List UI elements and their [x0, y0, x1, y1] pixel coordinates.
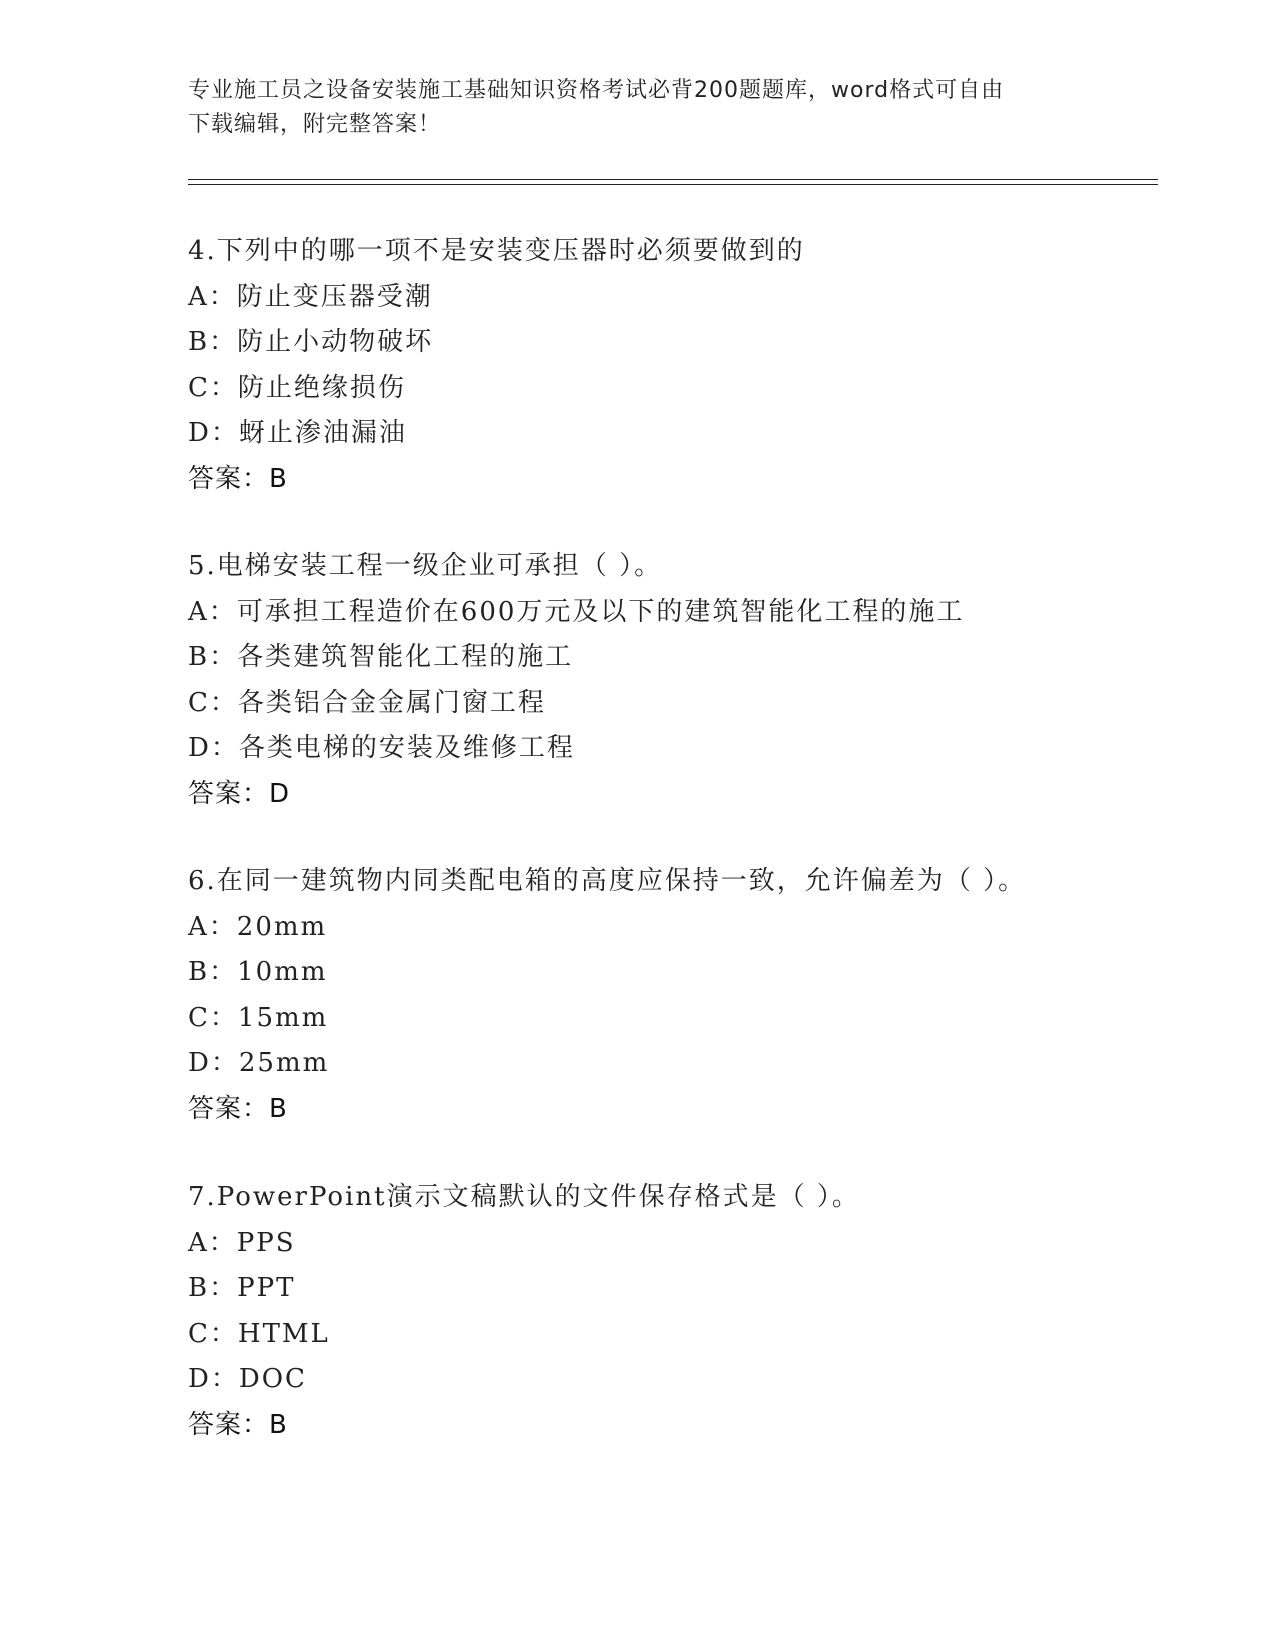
option-text: 各类电梯的安装及维修工程	[238, 733, 575, 763]
option-text: 防止小动物破坏	[237, 327, 434, 357]
option-key: A：	[188, 281, 237, 312]
option-text: 各类铝合金金属门窗工程	[237, 687, 546, 718]
document-header	[188, 74, 1088, 142]
option-key: D：	[188, 1048, 239, 1078]
answer: 答案：B	[188, 1093, 288, 1124]
question-6	[188, 859, 1148, 1132]
answer: 答案：B	[188, 1409, 288, 1440]
option-key: B：	[188, 327, 238, 357]
option-text: HTML	[237, 1318, 330, 1349]
question-title: 6.在同一建筑物内同类配电箱的高度应保持一致，允许偏差为（ ）。	[188, 866, 1027, 896]
option-key: B：	[188, 642, 238, 672]
option-d	[188, 1357, 1148, 1403]
header-divider-bottom	[188, 184, 1158, 185]
option-a	[188, 590, 1148, 636]
option-text: 蚜止渗油漏油	[238, 418, 407, 448]
option-text: 可承担工程造价在600万元及以下的建筑智能化工程的施工	[236, 596, 965, 627]
option-c	[188, 1312, 1148, 1358]
option-key: B：	[188, 1273, 238, 1303]
option-a	[188, 275, 1148, 321]
option-key: B：	[188, 957, 238, 987]
option-text: 10mm	[237, 957, 328, 987]
option-d	[188, 411, 1148, 457]
option-a	[188, 1221, 1148, 1267]
option-d	[188, 1041, 1148, 1087]
answer: 答案：B	[188, 463, 288, 494]
option-a	[188, 905, 1148, 951]
option-b	[188, 635, 1148, 681]
option-key: A：	[188, 911, 237, 942]
question-5	[188, 544, 1148, 817]
option-text: DOC	[238, 1364, 307, 1394]
option-key: D：	[188, 1364, 239, 1394]
option-key: D：	[188, 418, 239, 448]
option-c	[188, 996, 1148, 1042]
option-key: C：	[188, 687, 238, 718]
question-title: 4.下列中的哪一项不是安装变压器时必须要做到的	[188, 236, 805, 266]
header-line-1: 专业施工员之设备安装施工基础知识资格考试必背200题题库，word格式可自由	[188, 78, 1005, 103]
option-key: A：	[188, 596, 237, 627]
answer: 答案：D	[188, 778, 291, 809]
option-c	[188, 366, 1148, 412]
option-text: PPT	[237, 1273, 296, 1303]
option-text: PPS	[236, 1227, 296, 1258]
option-key: C：	[188, 372, 238, 403]
option-text: 20mm	[236, 911, 328, 942]
option-d	[188, 726, 1148, 772]
option-c	[188, 681, 1148, 727]
question-4	[188, 229, 1148, 502]
header-line-2: 下载编辑，附完整答案！	[188, 112, 442, 137]
question-title: 7.PowerPoint演示文稿默认的文件保存格式是（ ）。	[188, 1182, 860, 1212]
option-text: 各类建筑智能化工程的施工	[237, 642, 574, 672]
option-text: 15mm	[237, 1002, 329, 1033]
option-b	[188, 950, 1148, 996]
option-text: 防止变压器受潮	[236, 281, 433, 312]
option-key: D：	[188, 733, 239, 763]
option-key: C：	[188, 1002, 238, 1033]
question-7	[188, 1175, 1148, 1448]
option-key: A：	[188, 1227, 237, 1258]
option-b	[188, 1266, 1148, 1312]
option-text: 25mm	[238, 1048, 330, 1078]
question-title: 5.电梯安装工程一级企业可承担（ ）。	[188, 551, 663, 581]
header-divider-top	[188, 179, 1158, 180]
option-b	[188, 320, 1148, 366]
option-key: C：	[188, 1318, 238, 1349]
option-text: 防止绝缘损伤	[237, 372, 406, 403]
